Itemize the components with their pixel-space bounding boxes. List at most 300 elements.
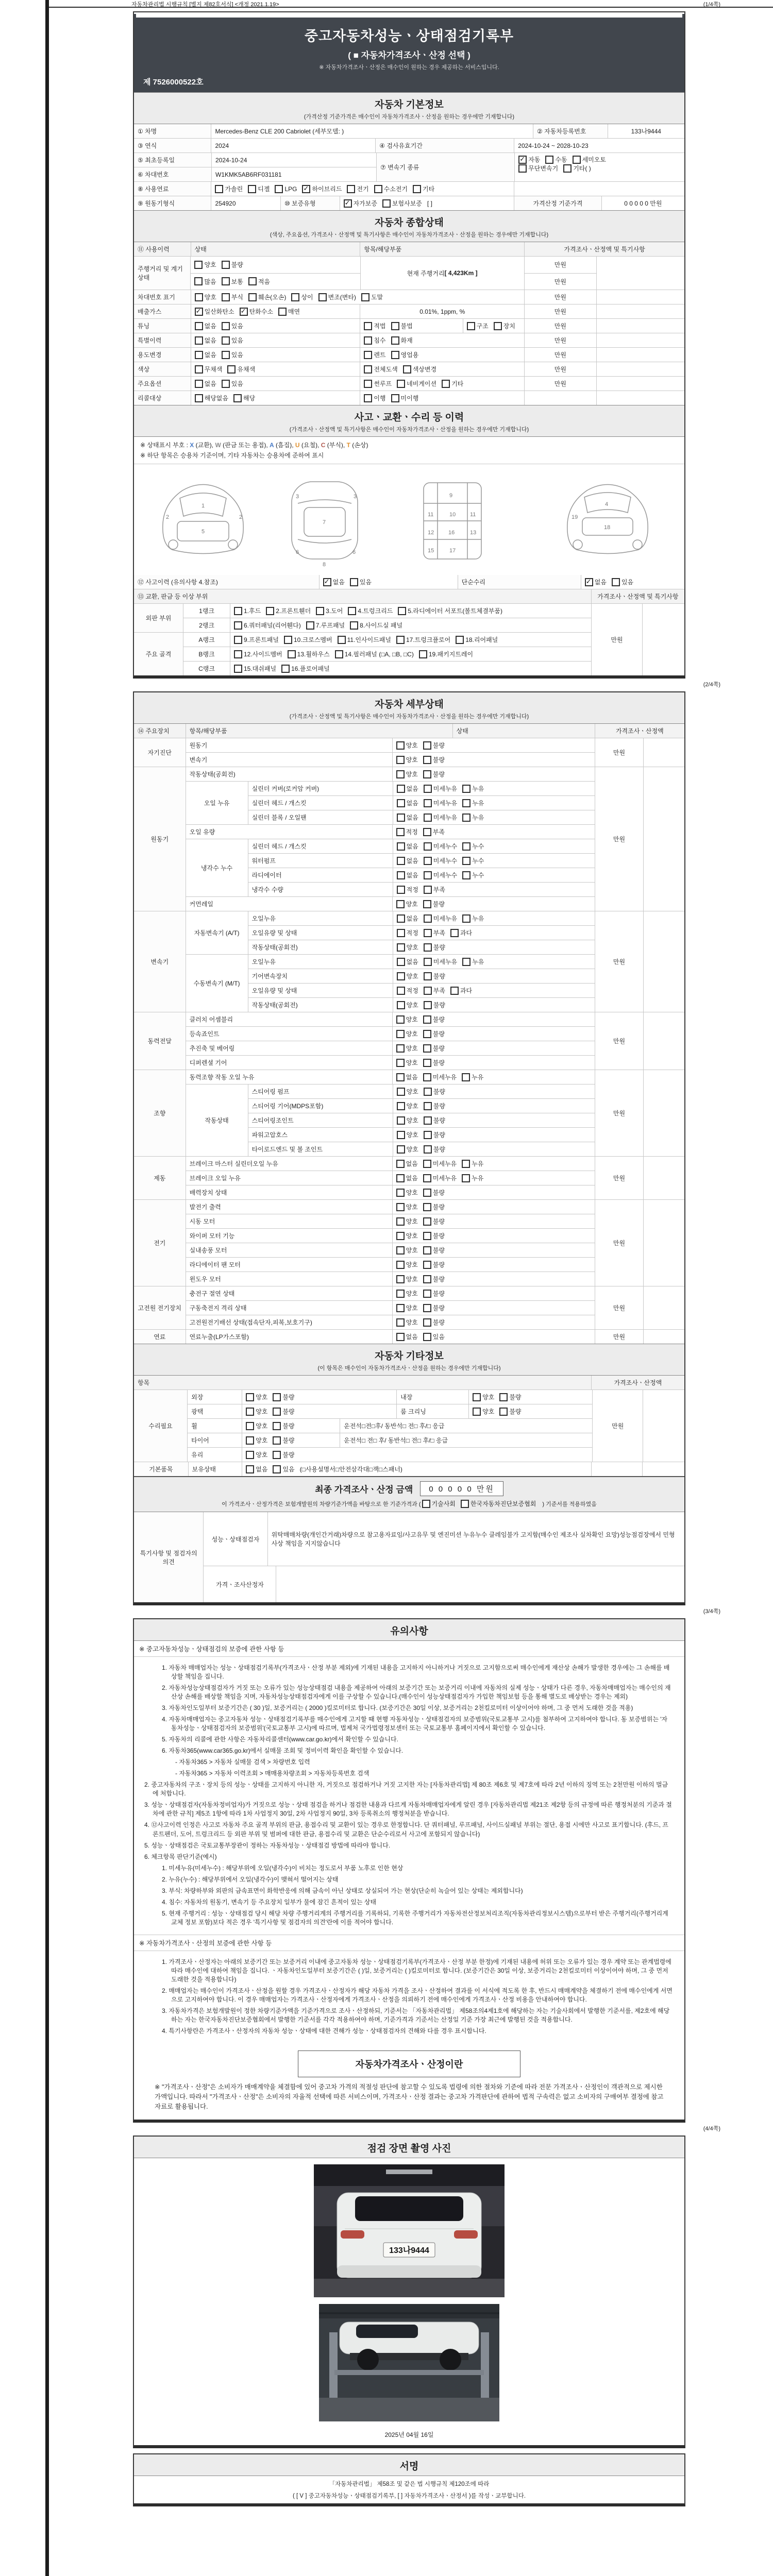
checkbox-icon[interactable] [397,857,405,865]
checkbox-icon[interactable] [462,857,470,865]
checkbox-icon[interactable] [499,1408,508,1416]
checkbox-icon[interactable] [396,1059,405,1067]
remark-cell [596,290,684,304]
checkbox-icon[interactable] [273,1408,281,1416]
checkbox-icon[interactable] [423,1160,431,1168]
repair-rows [187,1390,592,1462]
checkbox-option [424,784,457,793]
checkbox-option [350,578,372,586]
checkbox-checked-icon[interactable] [323,578,331,586]
checkbox-icon[interactable] [396,1217,405,1226]
checkbox-icon[interactable] [215,185,223,193]
option-label: 양호 [406,1146,418,1153]
checkbox-icon[interactable] [364,380,372,388]
checkbox-icon[interactable] [442,380,450,388]
checkbox-option [424,1130,445,1139]
checkbox-icon[interactable] [396,770,405,778]
checkbox-option [364,321,385,330]
option-label: 없음 [256,1466,268,1473]
checkbox-icon[interactable] [462,814,470,822]
checkbox-icon[interactable] [499,1393,508,1401]
checkbox-icon[interactable] [364,394,372,402]
checkbox-icon[interactable] [424,1131,432,1139]
transmission-group-1 [518,155,611,164]
checkbox-icon[interactable] [234,665,242,673]
option-label: 18.리어패널 [465,636,498,643]
subgroup-label: 작동상태 [205,1117,229,1124]
usage-label: 용도변경 [134,348,191,362]
checkbox-icon[interactable] [424,814,432,822]
item-row [186,1257,595,1272]
page-marker-1 [131,0,720,8]
checkbox-icon[interactable] [396,1030,405,1038]
checkbox-icon[interactable] [361,293,369,301]
checkbox-checked-icon[interactable] [240,308,248,316]
checkbox-option [396,741,418,750]
page-block-2 [133,691,685,1605]
checkbox-icon[interactable] [396,636,405,644]
checkbox-icon[interactable] [545,156,553,164]
checkbox-icon[interactable] [273,1451,281,1459]
checkbox-icon[interactable] [396,1232,405,1240]
checkbox-icon[interactable] [462,842,470,851]
checkbox-icon[interactable] [397,814,405,822]
status-options [393,796,595,810]
checkbox-icon[interactable] [424,799,432,807]
checkbox-icon[interactable] [450,929,459,937]
checkbox-icon[interactable] [396,756,405,764]
option-label: 상이 [301,294,313,301]
checkbox-icon[interactable] [396,1261,405,1269]
option-label: 양호 [482,1408,495,1415]
photo-block [133,2136,685,2448]
checkbox-icon[interactable] [397,929,405,937]
checkbox-icon[interactable] [612,578,620,586]
column-header: 항목 [134,1376,591,1389]
checkbox-option [442,379,463,388]
checkbox-icon[interactable] [403,365,411,374]
checkbox-icon[interactable] [248,293,257,301]
base-price-label: 가격산정 기준가격 [514,196,601,210]
checkbox-option [348,606,393,615]
checkbox-icon[interactable] [423,1261,431,1269]
checkbox-icon[interactable] [350,578,358,586]
checkbox-icon[interactable] [424,914,432,923]
checkbox-icon[interactable] [423,1246,431,1255]
checkbox-icon[interactable] [423,741,431,750]
checkbox-icon[interactable] [391,351,399,359]
option-label: 해당 [243,395,256,402]
checkbox-icon[interactable] [423,770,431,778]
checkbox-icon[interactable] [273,1436,281,1445]
checkbox-icon[interactable] [347,185,355,193]
checkbox-icon[interactable] [397,886,405,894]
item-label: 스티어링 펌프 [251,1088,290,1095]
checkbox-icon[interactable] [423,1203,431,1211]
checkbox-icon[interactable] [396,1275,405,1283]
checkbox-icon[interactable] [462,871,470,879]
checkbox-icon[interactable] [397,1088,405,1096]
checkbox-icon[interactable] [396,741,405,750]
checkbox-icon[interactable] [275,185,283,193]
checkbox-icon[interactable] [423,1275,431,1283]
checkbox-icon[interactable] [396,1290,405,1298]
device-group-label: 제동 [134,1157,186,1199]
checkbox-icon[interactable] [195,322,203,330]
notice-item: 1. 가격조사ㆍ산정자는 아래의 보증기간 또는 보증거리 이내에 중고자동차 성능ㆍ상태점검기록부(가격조사ㆍ산정 부분 한정)에 기재된 내용에 허위 또는 오류가 있는 경우 계약 또는 관계법령에 따라 매수인에 대하여 책임을 집니다. ㆍ자동차인도일부터 보증기간은 ( )일, 보증거리는 ( )킬로미터로 합니다. (보증기간은 30일 이상, 보증거리는 2천킬로미터 이상이어야 하며, 그 중 먼저 도래한 것을 적용합니다) [162,1958,671,1983]
checkbox-icon[interactable] [419,650,427,658]
checkbox-icon[interactable] [397,1116,405,1125]
checkbox-icon[interactable] [423,1044,431,1053]
checkbox-icon[interactable] [461,1500,469,1508]
checkbox-icon[interactable] [424,958,432,966]
checkbox-icon[interactable] [396,1318,405,1327]
checkbox-icon[interactable] [195,365,203,374]
checkbox-option [195,293,216,301]
checkbox-group [396,755,450,764]
section-subtitle: (가격조사ㆍ산정액 및 특기사항은 매수인이 자동차가격조사ㆍ산정을 원하는 경우에만 기재합니다) [289,714,529,720]
option-label: 양호 [406,1030,418,1038]
checkbox-icon[interactable] [424,1102,432,1110]
checkbox-icon[interactable] [396,1044,405,1053]
checkbox-icon[interactable] [424,842,432,851]
checkbox-icon[interactable] [248,185,256,193]
checkbox-icon[interactable] [234,650,242,658]
checkbox-icon[interactable] [424,857,432,865]
position-checkboxes: 운전석□전□후/ 동반석□ 전□ 후/□ 응급 [340,1419,592,1433]
rank-label: C랭크 [198,665,215,672]
checkbox-icon[interactable] [266,607,274,615]
option-label: 미세누유 [432,1175,457,1182]
checkbox-icon[interactable] [222,261,230,269]
checkbox-icon[interactable] [462,1174,470,1182]
checkbox-icon[interactable] [374,185,382,193]
checkbox-icon[interactable] [423,900,431,908]
checkbox-icon[interactable] [397,785,405,793]
svg-text:18: 18 [604,524,611,531]
checkbox-icon[interactable] [397,842,405,851]
checkbox-icon[interactable] [398,607,406,615]
checkbox-option [423,1044,445,1053]
checkbox-icon[interactable] [397,943,405,952]
option-label: 미세누유 [433,814,458,821]
car-damage-diagram [134,464,684,575]
checkbox-icon[interactable] [195,351,203,359]
checkbox-group [396,827,450,836]
final-price-band [134,1476,684,1512]
option-label: 불량 [432,1204,445,1211]
checkbox-icon[interactable] [396,1246,405,1255]
checkbox-icon[interactable] [462,785,470,793]
checkbox-option [462,842,484,851]
checkbox-icon[interactable] [382,199,391,208]
checkbox-icon[interactable] [396,1073,405,1081]
mileage-value: [ 4,423Km ] [444,269,478,277]
checkbox-option [462,813,484,822]
checkbox-icon[interactable] [234,636,242,644]
checkbox-icon[interactable] [473,1393,481,1401]
checkbox-icon[interactable] [396,1015,405,1024]
option-label: 17.트렁크플로어 [406,636,451,643]
item-label: 실내송풍 모터 [189,1247,227,1254]
checkbox-icon[interactable] [246,1422,254,1430]
checkbox-icon[interactable] [450,987,459,995]
checkbox-option [234,606,261,615]
checkbox-icon[interactable] [423,1318,431,1327]
checkbox-icon[interactable] [423,1232,431,1240]
checkbox-icon[interactable] [348,607,356,615]
checkbox-icon[interactable] [413,185,421,193]
checkbox-icon[interactable] [423,1290,431,1298]
checkbox-icon[interactable] [338,636,346,644]
checkbox-icon[interactable] [396,1333,405,1341]
photo-lift-svg [319,2304,499,2421]
subgroup-row [186,1084,595,1156]
checkbox-option [423,1275,445,1283]
checkbox-icon[interactable] [462,799,470,807]
checkbox-icon[interactable] [391,322,399,330]
checkbox-group [396,770,450,778]
checkbox-icon[interactable] [423,1073,431,1081]
checkbox-icon[interactable] [423,1015,431,1024]
price-cell: 만원 [524,362,596,376]
checkbox-icon[interactable] [195,293,203,301]
option-label: 불량 [432,1276,445,1283]
checkbox-option [323,578,345,586]
checkbox-icon[interactable] [222,380,230,388]
checkbox-icon[interactable] [288,650,296,658]
checkbox-icon[interactable] [396,1160,405,1168]
checkbox-checked-icon[interactable] [195,308,203,316]
status-options [393,810,595,824]
checkbox-icon[interactable] [397,1131,405,1139]
checkbox-icon[interactable] [391,336,399,345]
checkbox-icon[interactable] [227,365,236,374]
checkbox-icon[interactable] [397,380,405,388]
checkbox-icon[interactable] [284,636,292,644]
checkbox-icon[interactable] [222,336,230,345]
checkbox-icon[interactable] [423,1174,431,1182]
option-label: 썬루프 [374,380,392,387]
checkbox-icon[interactable] [195,380,203,388]
checkbox-icon[interactable] [222,351,230,359]
checkbox-icon[interactable] [273,1422,281,1430]
checkbox-icon[interactable] [397,799,405,807]
checkbox-icon[interactable] [316,607,324,615]
checkbox-icon[interactable] [364,351,372,359]
checkbox-icon[interactable] [563,164,572,173]
checkbox-option [195,321,216,330]
checkbox-icon[interactable] [364,322,372,330]
passenger-car-note: ※ 하단 항목은 승용차 기준이며, 기타 자동차는 승용차에 준하여 표시 [140,452,324,459]
checkbox-icon[interactable] [195,336,203,345]
checkbox-icon[interactable] [462,1073,470,1081]
checkbox-group [396,1332,450,1341]
checkbox-icon[interactable] [396,1203,405,1211]
checkbox-icon[interactable] [424,785,432,793]
notice-item: 1. 자동차 매매업자는 성능ㆍ상태점검기록부(가격조사ㆍ산정 부분 제외)에 기재된 내용을 고지하지 아니하거나 거짓으로 고지함으로써 매수인에게 재산상 손해가 발생한 경우에는 그 손해를 배상할 책임을 집니다. [162,1664,670,1681]
usage-label: 색상 [134,362,191,376]
checkbox-icon[interactable] [391,394,399,402]
checkbox-icon[interactable] [424,1088,432,1096]
column-header-row [134,1376,684,1389]
checkbox-icon[interactable] [462,914,470,923]
checkbox-icon[interactable] [423,1059,431,1067]
checkbox-icon[interactable] [467,322,475,330]
checkbox-icon[interactable] [335,650,343,658]
checkbox-icon[interactable] [233,394,242,402]
checkbox-icon[interactable] [423,828,431,836]
option-label: 양호 [256,1451,268,1459]
subgroup-label: 자동변속기 (A/T) [194,929,240,937]
device-group-label: 조향 [134,1070,186,1156]
price-cell [524,391,596,405]
checkbox-icon[interactable] [397,987,405,995]
checkbox-icon[interactable] [423,1304,431,1312]
checkbox-option [467,321,489,330]
checkbox-icon[interactable] [462,958,470,966]
item-row [248,955,595,969]
checkbox-icon[interactable] [397,914,405,923]
checkbox-icon[interactable] [518,164,527,173]
option-label: 없음 [406,958,418,965]
exchange-groups [134,604,591,675]
checkbox-icon[interactable] [234,621,242,630]
checkbox-icon[interactable] [462,1160,470,1168]
item-label: 기어변속장치 [251,973,288,980]
checkbox-icon[interactable] [422,1500,430,1508]
checkbox-icon[interactable] [424,886,432,894]
checkbox-icon[interactable] [246,1408,254,1416]
checkbox-icon[interactable] [306,621,314,630]
damage-symbol: U [295,442,300,449]
checkbox-checked-icon[interactable] [302,185,310,193]
checkbox-option [585,578,607,586]
checkbox-icon[interactable] [248,277,257,285]
checkbox-icon[interactable] [456,636,464,644]
section-detail-header [134,692,684,724]
checkbox-icon[interactable] [246,1436,254,1445]
checkbox-icon[interactable] [194,277,203,285]
remarks-table [134,1512,684,1602]
checkbox-icon[interactable] [246,1451,254,1459]
checkbox-icon[interactable] [397,1001,405,1009]
checkbox-icon[interactable] [397,1102,405,1110]
damage-symbol: W [215,442,221,449]
checkbox-checked-icon[interactable] [518,156,527,164]
checkbox-icon[interactable] [424,987,432,995]
field-label: ⑩ 보증유형 [280,196,340,210]
checkbox-icon[interactable] [573,156,581,164]
checkbox-icon[interactable] [424,929,432,937]
checkbox-icon[interactable] [424,972,432,980]
checkbox-icon[interactable] [423,756,431,764]
checkbox-icon[interactable] [281,665,290,673]
checkbox-icon[interactable] [424,1116,432,1125]
svg-text:6: 6 [296,549,299,555]
checkbox-option [413,184,434,193]
checkbox-icon[interactable] [291,293,299,301]
checkbox-option [545,155,567,164]
checkbox-icon[interactable] [397,871,405,879]
price-cell: 만원 [595,1286,644,1329]
checkbox-group [195,321,248,330]
checkbox-icon[interactable] [194,261,203,269]
option-label: 불량 [432,1059,445,1066]
checkbox-icon[interactable] [234,607,242,615]
checkbox-icon[interactable] [273,1393,281,1401]
checkbox-icon[interactable] [396,828,405,836]
option-label: 5.라디에이터 서포트(볼트체결부품) [408,607,502,615]
checkbox-icon[interactable] [424,1145,432,1154]
checkbox-icon[interactable] [222,322,230,330]
checkbox-icon[interactable] [364,365,372,374]
option-label: 부식 [231,294,243,301]
status-options [392,1171,595,1185]
checkbox-icon[interactable] [278,308,287,316]
checkbox-icon[interactable] [396,900,405,908]
checkbox-icon[interactable] [424,871,432,879]
checkbox-icon[interactable] [396,1189,405,1197]
inspection-photo-rear [134,2158,684,2304]
item-options [360,377,524,391]
checkbox-icon[interactable] [396,1174,405,1182]
checkbox-icon[interactable] [222,277,230,285]
checkbox-icon[interactable] [424,943,432,952]
option-label: 양호 [406,1232,418,1240]
checkbox-icon[interactable] [318,293,327,301]
checkbox-icon[interactable] [494,322,502,330]
checkbox-icon[interactable] [350,621,358,630]
option-label: 누유 [472,785,484,792]
item-row [248,1084,595,1098]
checkbox-icon[interactable] [246,1465,254,1473]
option-label: 과다 [460,987,473,994]
basic-items-group [246,1465,299,1473]
checkbox-icon[interactable] [473,1408,481,1416]
checkbox-icon[interactable] [423,1189,431,1197]
notice-item: 4. 특기사항란은 가격조사ㆍ산정자의 자동차 성능ㆍ상태에 대한 견해가 성능ㆍ상태점검자의 견해와 다를 경우 표시합니다. [162,2027,486,2035]
checkbox-icon[interactable] [424,1001,432,1009]
option-label: 있음 [432,1333,445,1341]
option-label: 미세누유 [433,915,458,922]
mileage-cell [360,257,524,290]
notice-item: 6. 자동차365(www.car365.go.kr)에서 실매물 조회 및 정비이력 확인을 확인할 수 있습니다. [162,1747,404,1755]
checkbox-icon[interactable] [397,1145,405,1154]
checkbox-icon[interactable] [397,958,405,966]
checkbox-checked-icon[interactable] [585,578,593,586]
checkbox-icon[interactable] [195,394,203,402]
checkbox-icon[interactable] [364,336,372,345]
option-label: 9.프론트패널 [244,636,279,643]
checkbox-icon[interactable] [273,1465,281,1473]
checkbox-group [195,307,306,316]
checkbox-icon[interactable] [222,293,230,301]
page-marker-text: (1/4쪽) [703,2,720,8]
checkbox-checked-icon[interactable] [344,199,352,208]
checkbox-icon[interactable] [246,1393,254,1401]
checkbox-option [361,293,383,301]
checkbox-icon[interactable] [396,1304,405,1312]
checkbox-icon[interactable] [423,1030,431,1038]
item-options [360,362,524,376]
fuel-options [211,182,514,196]
checkbox-icon[interactable] [423,1217,431,1226]
checkbox-option [396,827,418,836]
price-cell: 만원 [595,1200,644,1286]
checkbox-icon[interactable] [423,1333,431,1341]
checkbox-icon[interactable] [397,972,405,980]
